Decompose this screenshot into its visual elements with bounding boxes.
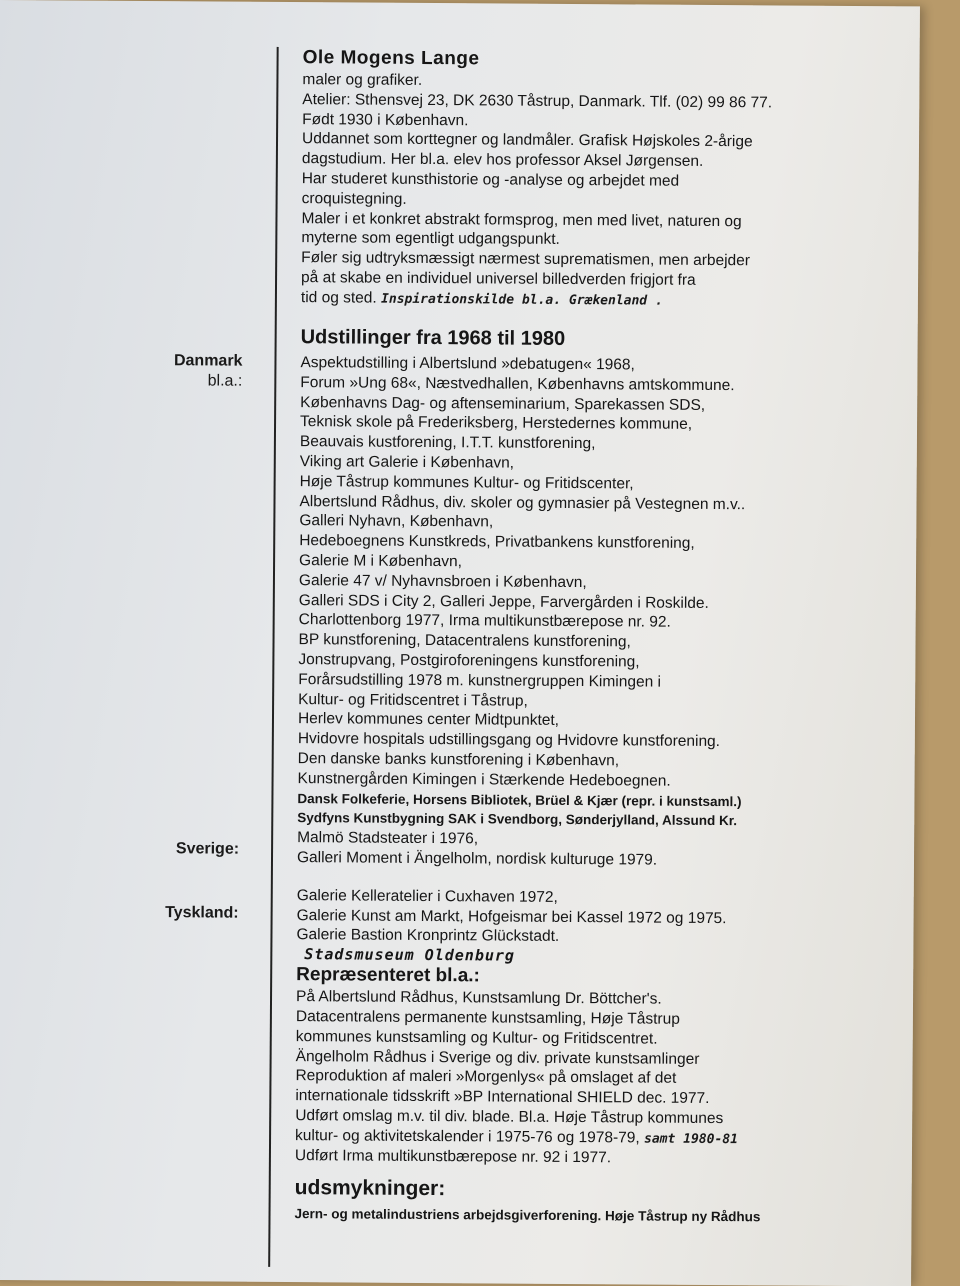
bio-line: croquistegning. <box>301 189 407 208</box>
bio-line: Uddannet som korttegner og landmåler. Grafisk Højskoles 2-årige <box>301 130 753 151</box>
represented-heading: Repræsenteret bl.a.: <box>296 964 481 987</box>
danmark-item: Albertslund Rådhus, div. skoler og gymnasier på Vestegnen m.v.. <box>299 492 746 513</box>
bio-section <box>301 46 878 313</box>
bio-line: Maler i et konkret abstrakt formsprog, men med livet, naturen og <box>301 209 742 230</box>
danmark-item: Galleri Nyhavn, København, <box>299 512 494 531</box>
decorations-item: Jern- og metalindustriens arbejdsgiverforening. Høje Tåstrup ny Rådhus <box>294 1206 761 1225</box>
bio-last-line: tid og sted. Inspirationskilde bl.a. Grækenland . <box>300 288 663 309</box>
tyskland-item: Galerie Kelleratelier i Cuxhaven 1972, <box>296 886 558 906</box>
represented-item: Datacentralens permanente kunstsamling, Høje Tåstrup <box>295 1007 680 1028</box>
danmark-item: Galleri SDS i City 2, Galleri Jeppe, Farvergården i Roskilde. <box>298 591 709 612</box>
bio-line: maler og grafiker. <box>302 71 423 89</box>
sverige-list <box>297 828 872 872</box>
represented-last-item: Udført Irma multikunstbærepose nr. 92 i 1977. <box>294 1147 612 1167</box>
label-tyskland: Tyskland: <box>165 904 239 922</box>
danmark-extra-item: Dansk Folkeferie, Horsens Bibliotek, Brüel & Kjær (repr. i kunstsaml.) <box>297 790 742 809</box>
danmark-item: Beauvais kustforening, I.T.T. kunstforening, <box>299 433 596 453</box>
danmark-item: Kunstnergården Kimingen i Stærkende Hedeboegnen. <box>297 769 671 790</box>
tyskland-item: Galerie Bastion Kronprintz Glückstadt. <box>296 926 560 946</box>
danmark-item: Charlottenborg 1977, Irma multikunstbærepose nr. 92. <box>298 611 671 632</box>
sverige-item: Malmö Stadsteater i 1976, <box>297 829 479 848</box>
danmark-item: Den danske banks kunstforening i København, <box>297 750 620 770</box>
handwritten-note-oldenburg: Stadsmuseum Oldenburg <box>304 945 516 965</box>
handwritten-note-1980: samt 1980-81 <box>643 1131 739 1147</box>
danmark-item: BP kunstforening, Datacentralens kunstforening, <box>298 631 631 651</box>
danmark-item: Kultur- og Fritidscentret i Tåstrup, <box>298 690 528 710</box>
danmark-item: Hedeboegnens Kunstkreds, Privatbankens kunstforening, <box>299 532 695 553</box>
danmark-item: Herlev kommunes center Midtpunktet, <box>297 710 560 730</box>
handwritten-note: Inspirationskilde bl.a. Grækenland . <box>381 291 663 309</box>
bio-line: Føler sig udtryksmæssigt nærmest suprematismen, men arbejder <box>301 249 751 270</box>
danmark-extra-item: Sydfyns Kunstbygning SAK i Svendborg, Sønderjylland, Alssund Kr. <box>297 810 738 829</box>
represented-list <box>295 987 871 1130</box>
bio-line: Har studeret kunsthistorie og -analyse og arbejdet med <box>301 170 680 190</box>
danmark-item: Høje Tåstrup kommunes Kultur- og Fritidscenter, <box>299 472 634 493</box>
decorations-heading: udsmykninger: <box>294 1176 446 1201</box>
danmark-item: Galerie 47 v/ Nyhavnsbroen i København, <box>298 571 587 591</box>
danmark-list <box>298 353 876 793</box>
represented-item: Udført omslag m.v. til div. blade. Bl.a. Høje Tåstrup kommunes <box>295 1106 724 1127</box>
bio-line: myterne som egentligt udgangspunkt. <box>301 229 560 249</box>
tyskland-item: Galerie Kunst am Markt, Hofgeismar bei Kassel 1972 og 1975. <box>296 906 727 927</box>
label-danmark: Danmark bl.a.: <box>173 352 243 390</box>
label-sverige: Sverige: <box>175 840 240 858</box>
danmark-item: Viking art Galerie i København, <box>299 453 515 472</box>
danmark-item: Teknisk skole på Frederiksberg, Herstedernes kommune, <box>300 413 693 434</box>
danmark-item: Hvidovre hospitals udstillingsgang og Hvidovre kunstforening. <box>297 730 721 751</box>
danmark-item: Forum »Ung 68«, Næstvedhallen, Københavns amtskommune. <box>300 373 735 394</box>
sverige-item: Galleri Moment i Ängelholm, nordisk kulturuge 1979. <box>296 849 658 869</box>
represented-item: Ängelholm Rådhus i Sverige og div. private kunstsamlinger <box>295 1047 700 1068</box>
bio-line: dagstudium. Her bl.a. elev hos professor Aksel Jørgensen. <box>301 150 704 171</box>
bio-lines <box>301 70 878 292</box>
danmark-item: Københavns Dag- og aftenseminarium, Sparekassen SDS, <box>300 393 706 414</box>
danmark-item: Galerie M i København, <box>299 552 462 571</box>
exhibitions-heading: Udstillinger fra 1968 til 1980 <box>300 326 566 350</box>
bio-line: Født 1930 i København. <box>302 110 469 129</box>
bio-line: Atelier: Sthensvej 23, DK 2630 Tåstrup, Danmark. Tlf. (02) 99 86 77. <box>302 90 773 112</box>
tyskland-list <box>296 886 871 949</box>
vertical-rule <box>268 47 279 1267</box>
represented-item-with-note: kultur- og aktivitetskalender i 1975-76 og 1978-79, samt 1980-81 <box>295 1126 739 1147</box>
artist-name: Ole Mogens Lange <box>302 47 480 70</box>
exhibitions-section <box>294 324 875 1228</box>
represented-item: internationale tidsskrift »BP International SHIELD dec. 1977. <box>295 1087 710 1108</box>
danmark-extra-list <box>297 789 872 833</box>
represented-item: På Albertslund Rådhus, Kunstsamlung Dr. Böttcher's. <box>295 988 662 1008</box>
danmark-item: Aspektudstilling i Albertslund »debatugen« 1968, <box>300 354 635 374</box>
bio-line: på at skabe en individuel universel billedverden frigjort fra <box>301 269 696 289</box>
represented-item: kommunes kunstsamling og Kultur- og Fritidscentret. <box>295 1027 658 1048</box>
represented-item: Reproduktion af maleri »Morgenlys« på omslaget af det <box>295 1067 677 1088</box>
danmark-item: Jonstrupvang, Postgiroforeningens kunstforening, <box>298 651 640 671</box>
danmark-item: Forårsudstilling 1978 m. kunstnergruppen Kimingen i <box>298 670 662 691</box>
